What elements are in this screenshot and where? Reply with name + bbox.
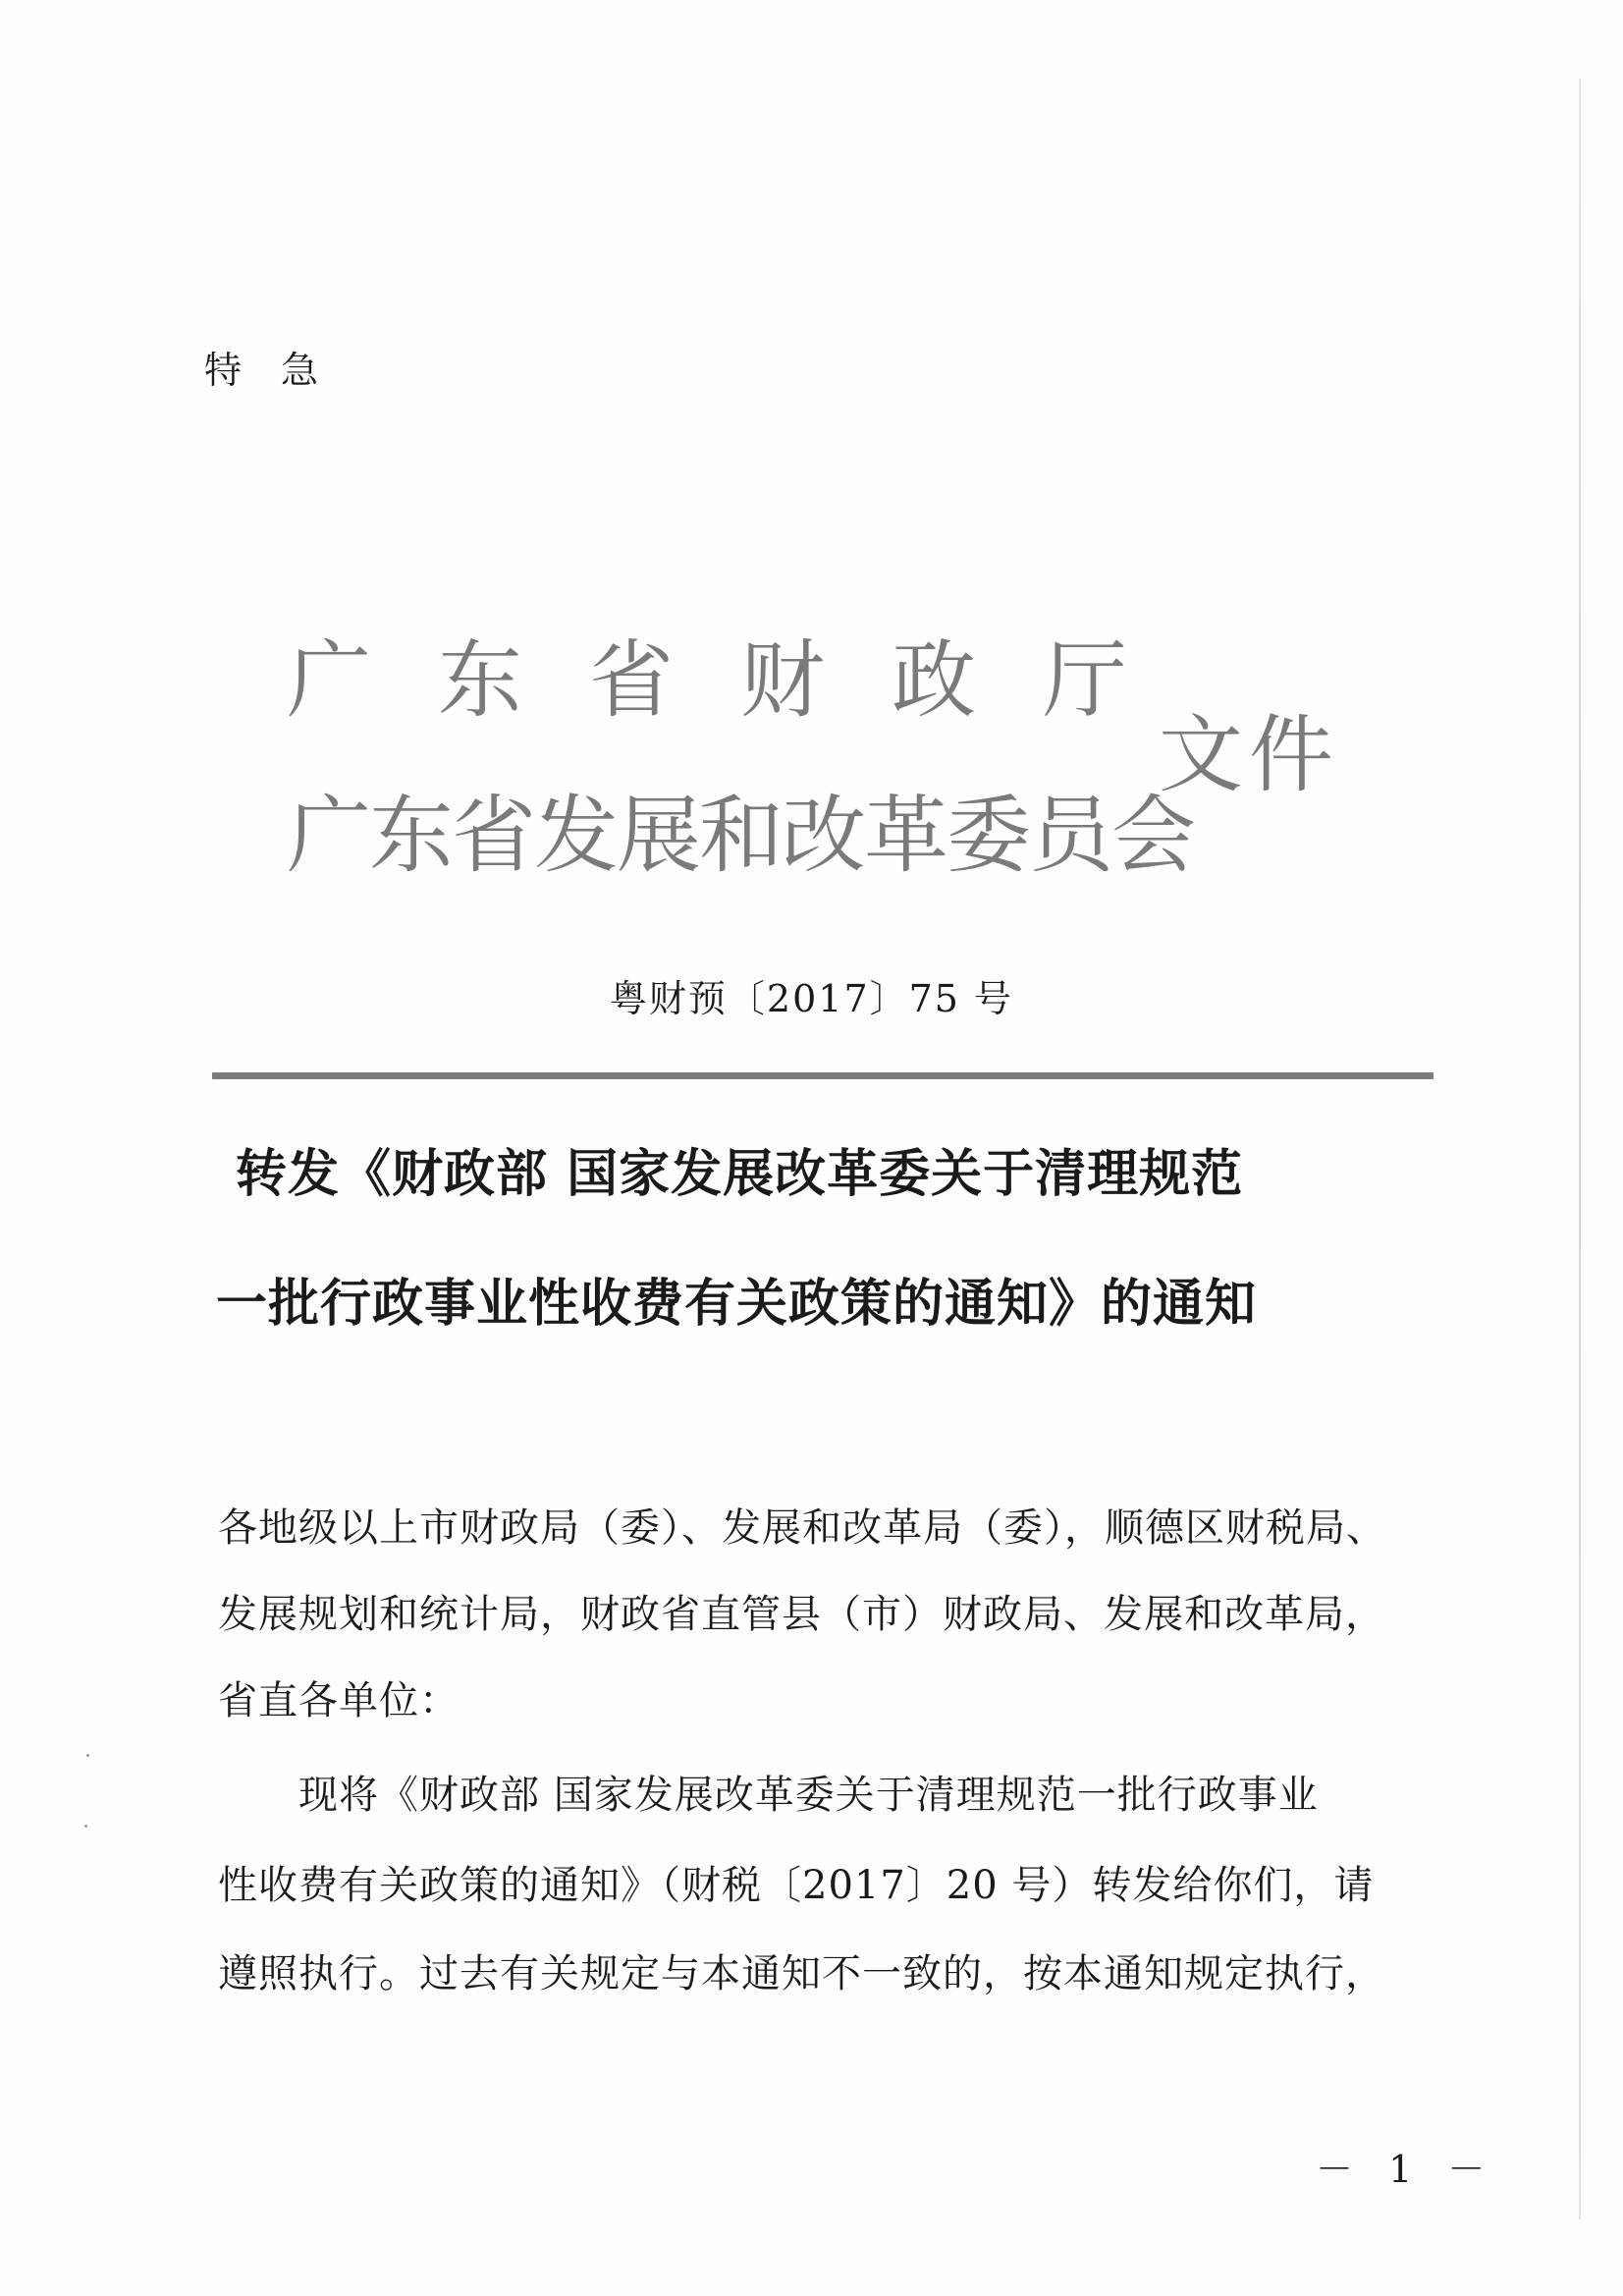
body-line: 性收费有关政策的通知》（财税〔2017〕20 号）转发给你们，请 (218, 1863, 1375, 1908)
urgency-label: 特急 (204, 349, 358, 392)
scan-speck (86, 1754, 89, 1757)
header-divider (212, 1072, 1434, 1079)
page-number: － 1 － (1316, 2148, 1497, 2191)
scan-speck (84, 1825, 87, 1828)
body-line: 各地级以上市财政局（委）、发展和改革局（委），顺德区财税局、 (218, 1505, 1386, 1551)
body-line: 发展规划和统计局，财政省直管县（市）财政局、发展和改革局， (218, 1592, 1385, 1637)
document-title-line-1: 转发《财政部 国家发展改革委关于清理规范 (236, 1145, 1244, 1204)
body-line: 遵照执行。过去有关规定与本通知不一致的，按本通知规定执行， (218, 1951, 1385, 1996)
issuer-name-finance: 广东省财政厅 (287, 631, 1194, 730)
issuer-suffix: 文件 (1159, 706, 1339, 804)
document-title-line-2: 一批行政事业性收费有关政策的通知》的通知 (216, 1275, 1258, 1334)
issuer-name-development: 广东省发展和改革委员会 (287, 787, 1194, 885)
scan-edge-line (1579, 79, 1581, 2219)
body-line: 现将《财政部 国家发展改革委关于清理规范一批行政事业 (298, 1773, 1319, 1818)
body-line: 省直各单位： (218, 1678, 460, 1723)
document-number: 粤财预〔2017〕75 号 (609, 977, 1014, 1020)
